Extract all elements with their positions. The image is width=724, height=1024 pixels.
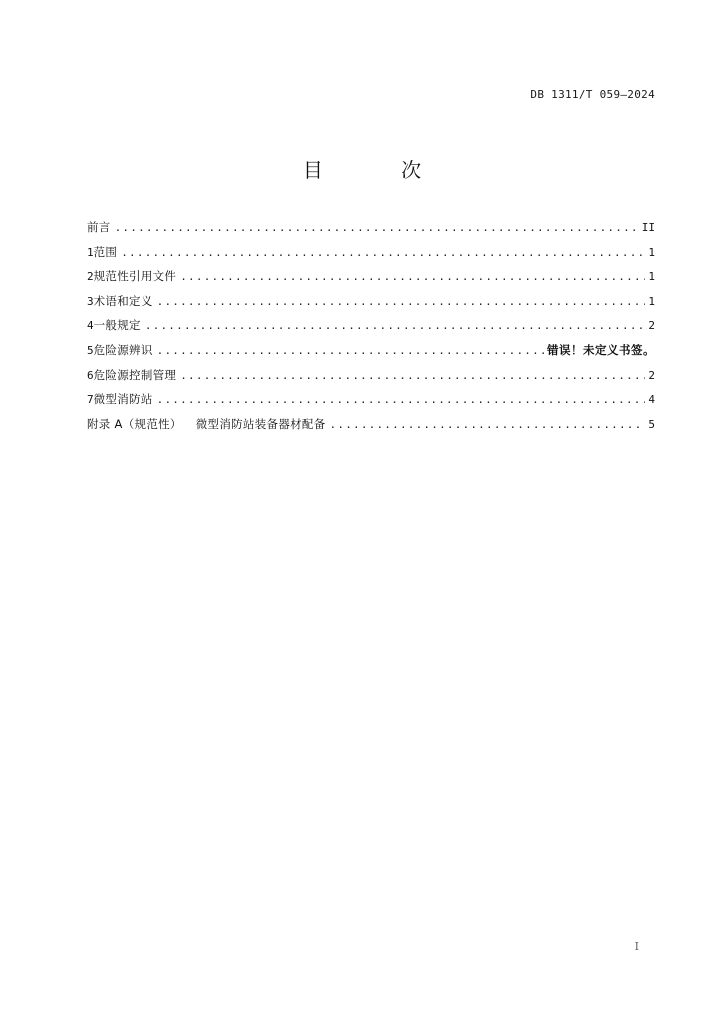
toc-entry-number: 5 [87,343,94,357]
toc-entry-normative-references[interactable] [87,267,655,292]
toc-leader-dots [145,317,646,335]
toc-page-number: 4 [648,393,655,407]
toc-leader-dots [180,268,645,286]
toc-page-number: 2 [648,368,655,382]
toc-page-number: 5 [648,417,655,431]
toc-entry-number: 3 [87,294,94,308]
toc-leader-dots [157,391,646,409]
toc-entry-label: 范围 [93,244,118,259]
toc-leader-dots [115,219,639,237]
toc-entry-label: 危险源辨识 [93,342,153,357]
toc-leader-dots [121,244,645,262]
toc-entry-label: 前言 [87,220,111,234]
toc-page-number: 1 [648,270,655,284]
toc-entry-appendix-a[interactable] [87,415,655,440]
toc-entry-foreword[interactable] [87,218,655,243]
toc-entry-label: 危险源控制管理 [93,367,177,382]
toc-page-number: II [641,221,655,234]
toc-entry-terms-definitions[interactable] [87,292,655,317]
toc-entry-label: 术语和定义 [93,293,153,308]
toc-entry-general-provisions[interactable] [87,316,655,341]
toc-leader-dots [180,367,645,385]
toc-page-number: 1 [648,294,655,308]
toc-entry-hazard-identification[interactable] [87,341,655,366]
toc-leader-dots [330,416,646,434]
toc-entry-scope[interactable] [87,243,655,268]
document-code: DB 1311/T 059—2024 [530,88,655,101]
toc-entry-micro-fire-station[interactable] [87,390,655,415]
table-of-contents [87,218,655,439]
toc-entry-number: 2 [87,270,94,284]
toc-entry-number: 6 [87,368,94,382]
toc-entry-sublabel: 微型消防站装备器材配备 [195,416,326,431]
page-number: I [634,940,639,953]
toc-entry-number: 4 [87,319,94,333]
toc-entry-number: 1 [87,245,94,259]
toc-entry-label: 微型消防站 [93,392,153,407]
toc-entry-hazard-control[interactable] [87,366,655,391]
toc-entry-label: 一般规定 [93,318,141,333]
toc-entry-label: 规范性引用文件 [93,269,177,284]
toc-entry-number: 7 [87,393,94,407]
toc-page-number: 2 [648,319,655,333]
toc-page-number: 1 [648,245,655,259]
toc-bookmark-error: 错误！未定义书签。 [547,342,655,357]
page-title: 目 次 [302,158,458,182]
toc-leader-dots [157,342,544,360]
toc-leader-dots [157,293,646,311]
toc-entry-label: 附录 A（规范性） [87,416,182,431]
